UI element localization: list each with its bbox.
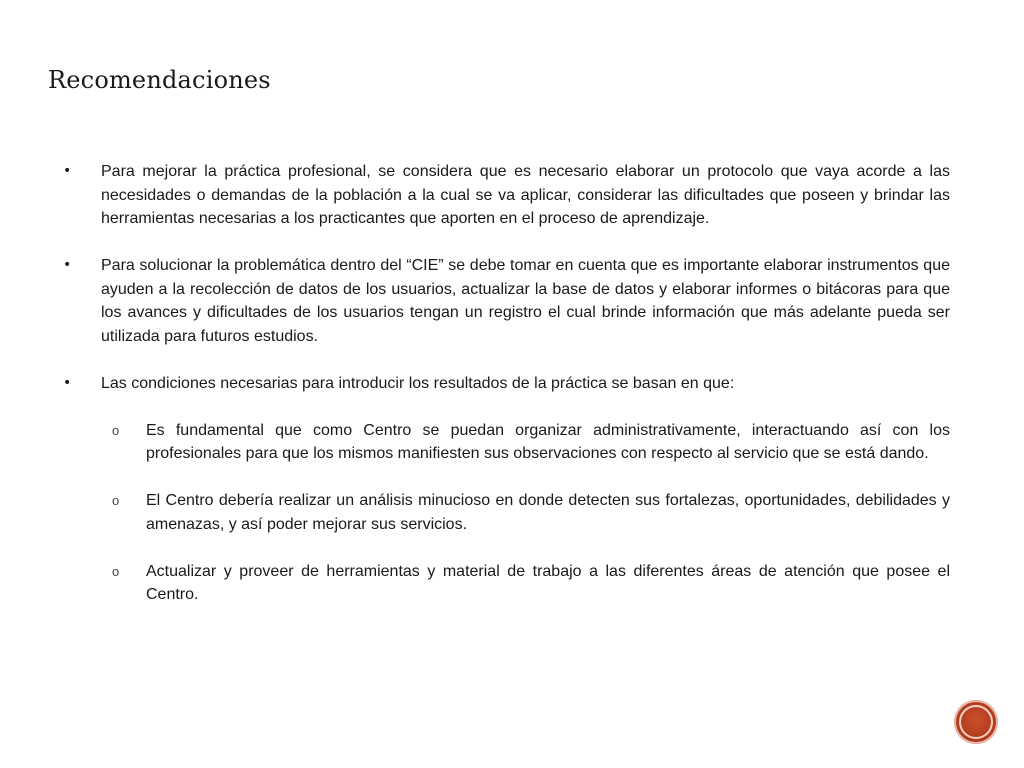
bullet-list [60, 160, 950, 607]
sub-bullet-list [101, 419, 950, 607]
bullet-item [60, 254, 950, 348]
sub-bullet-item [60, 560, 950, 607]
bullet-item [60, 372, 950, 607]
sub-bullet-text: Es fundamental que como Centro se puedan organizar administrativamente, interactuando así con los profesionales para que los mismos manifiesten sus observaciones con respecto al servicio que se está dando. [146, 421, 950, 462]
bullet-item [60, 160, 950, 231]
bullet-text: Para solucionar la problemática dentro del “CIE” se debe tomar en cuenta que es importante elaborar instrumentos que ayuden a la recolección de datos de los usuarios, actualizar la base de datos y elaborar informes o bitácoras para que los avances y dificultades de los usuarios tengan un registro el cual brinde información que más adelante pueda ser utilizada para futuros estudios. [101, 257, 950, 345]
sub-bullet-icon: o [112, 563, 120, 579]
top-rule [0, 0, 1024, 8]
bullet-text: Las condiciones necesarias para introducir los resultados de la práctica se basan en que: [101, 374, 735, 392]
sub-bullet-item [60, 419, 950, 466]
bullet-icon: • [63, 374, 72, 391]
bullet-icon: • [63, 257, 72, 273]
slide-content [60, 160, 950, 630]
sub-bullet-icon: o [112, 422, 120, 438]
sub-bullet-icon: o [112, 493, 120, 508]
slide-title: Recomendaciones [48, 66, 271, 94]
bullet-icon: • [63, 163, 72, 179]
bullet-text: Para mejorar la práctica profesional, se considera que es necesario elaborar un protocolo que vaya acorde a las necesidades o demandas de la población a la cual se va aplicar, considerar las dificultades que poseen y brindar las herramientas necesarias a los practicantes que aporten en el proceso de aprendizaje. [101, 163, 950, 227]
sub-bullet-item [60, 489, 950, 536]
sub-bullet-text: El Centro debería realizar un análisis minucioso en donde detecten sus fortalezas, oportunidades, debilidades y amenazas, y así poder mejorar sus servicios. [146, 492, 950, 533]
circle-nav-icon[interactable] [954, 700, 998, 744]
sub-bullet-text: Actualizar y proveer de herramientas y material de trabajo a las diferentes áreas de atención que posee el Centro. [146, 562, 950, 603]
nav-ring [959, 705, 993, 739]
